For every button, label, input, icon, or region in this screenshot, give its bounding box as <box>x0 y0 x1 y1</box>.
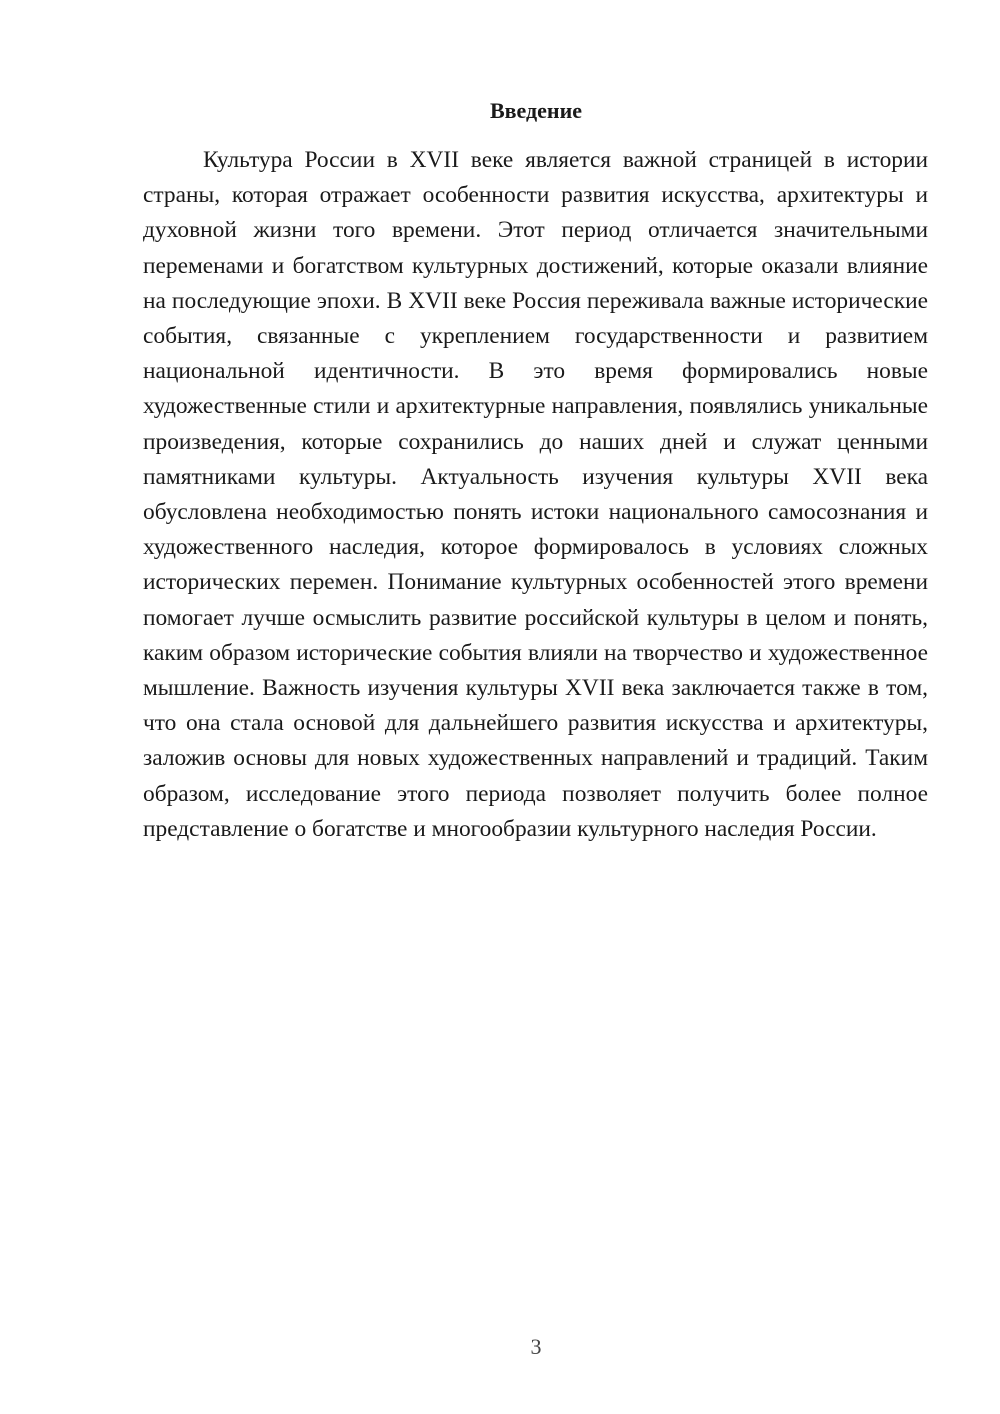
page-number: 3 <box>530 1334 542 1359</box>
introduction-paragraph: Культура России в XVII веке является важной страницей в истории страны, которая отражает особенности развития искусства, архитектуры и духовной жизни того времени. Этот период отличается значительными переменами и богатством культурных достижений, которые оказали влияние на последующие эпохи. В XVII веке Россия переживала важные исторические события, связанные с укреплением государственности и развитием национальной идентичности. В это время формировались новые художественные стили и архитектурные направления, появлялись уникальные произведения, которые сохранились до наших дней и служат ценными памятниками культуры. Актуальность изучения культуры XVII века обусловлена необходимостью понять истоки национального самосознания и художественного наследия, которое формировалось в условиях сложных исторических перемен. Понимание культурных особенностей этого времени помогает лучше осмыслить развитие российской культуры в целом и понять, каким образом исторические события влияли на творчество и художественное мышление. Важность изучения культуры XVII века заключается также в том, что она стала основой для дальнейшего развития искусства и архитектуры, заложив основы для новых художественных направлений и традиций. Таким образом, исследование этого периода позволяет получить более полное представление о богатстве и многообразии культурного наследия России. <box>143 147 928 842</box>
section-heading: Введение <box>489 98 583 123</box>
